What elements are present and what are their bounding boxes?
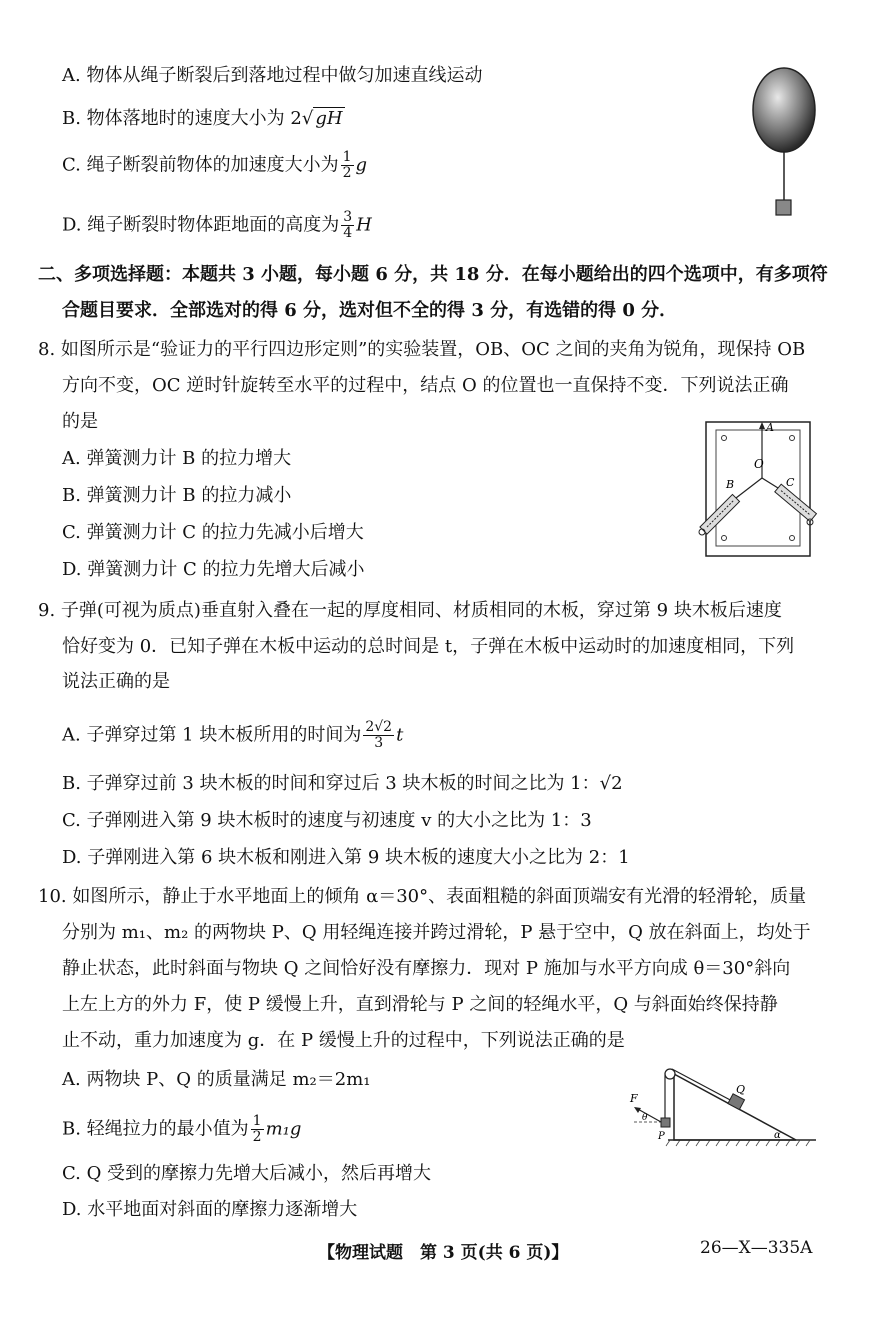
q10-option-b-unit: m₁g bbox=[265, 1118, 302, 1140]
q7-option-c bbox=[62, 150, 367, 181]
fraction-denominator: 3 bbox=[374, 735, 384, 751]
q9-option-c: C. 子弹刚进入第 9 块木板时的速度与初速度 v 的大小之比为 1：3 bbox=[62, 810, 592, 831]
q7-option-d-text: D. 绳子断裂时物体距地面的高度为 bbox=[62, 214, 340, 236]
fraction-numerator: 2√2 bbox=[365, 719, 393, 735]
pulley bbox=[665, 1069, 675, 1079]
label-f: F bbox=[630, 1092, 638, 1105]
block-p bbox=[661, 1118, 670, 1127]
label-q: Q bbox=[736, 1083, 746, 1096]
label-theta: θ bbox=[642, 1113, 648, 1123]
hanging-block bbox=[776, 200, 791, 215]
q7-option-c-text: C. 绳子断裂前物体的加速度大小为 bbox=[62, 154, 339, 176]
footer-paper-code: 26—X—335A bbox=[700, 1238, 813, 1258]
q9-option-a-unit: t bbox=[396, 724, 404, 746]
fraction-denominator: 2 bbox=[252, 1129, 262, 1145]
q9-option-d: D. 子弹刚进入第 6 块木板和刚进入第 9 块木板的速度大小之比为 2：1 bbox=[62, 847, 630, 868]
q8-stem-3: 的是 bbox=[62, 411, 98, 432]
q8-force-table-figure bbox=[696, 420, 818, 560]
label-alpha: α bbox=[774, 1130, 781, 1141]
q10-stem-2: 分别为 m₁、m₂ 的两物块 P、Q 用轻绳连接并跨过滑轮，P 悬于空中，Q 放在斜面上，均处于 bbox=[62, 922, 811, 943]
q10-incline-pulley-figure bbox=[628, 1060, 818, 1150]
fraction-numerator: 1 bbox=[342, 149, 352, 165]
q8-option-c: C. 弹簧测力计 C 的拉力先减小后增大 bbox=[62, 522, 364, 543]
q7-option-a: A. 物体从绳子断裂后到落地过程中做匀加速直线运动 bbox=[62, 65, 483, 86]
fraction-denominator: 2 bbox=[342, 165, 352, 181]
q8-option-b: B. 弹簧测力计 B 的拉力减小 bbox=[62, 485, 292, 506]
q7-option-c-unit: g bbox=[355, 154, 368, 176]
fraction-denominator: 4 bbox=[343, 225, 353, 241]
q10-option-b-fraction bbox=[251, 1114, 264, 1145]
section2-line2: 合题目要求．全部选对的得 6 分，选对但不全的得 3 分，有选错的得 0 分． bbox=[62, 300, 678, 321]
q10-option-d: D. 水平地面对斜面的摩擦力逐渐增大 bbox=[62, 1199, 358, 1220]
q7-option-b-text: B. 物体落地时的速度大小为 2 bbox=[62, 108, 302, 129]
q7-option-d bbox=[62, 210, 372, 241]
label-a: A bbox=[766, 421, 774, 434]
q8-stem-2: 方向不变，OC 逆时针旋转至水平的过程中，结点 O 的位置也一直保持不变．下列说法正确 bbox=[62, 375, 789, 396]
q9-stem-2: 恰好变为 0．已知子弹在木板中运动的总时间是 t，子弹在木板中运动时的加速度相同，下列 bbox=[62, 636, 795, 657]
label-p: P bbox=[658, 1131, 665, 1142]
footer-page-info: 【物理试题 第 3 页(共 6 页)】 bbox=[318, 1243, 569, 1263]
q8-option-d: D. 弹簧测力计 C 的拉力先增大后减小 bbox=[62, 559, 365, 580]
q7-option-b-root: gH bbox=[315, 108, 343, 129]
fraction-numerator: 1 bbox=[252, 1113, 262, 1129]
label-c: C bbox=[786, 476, 795, 489]
q10-option-c: C. Q 受到的摩擦力先增大后减小，然后再增大 bbox=[62, 1163, 432, 1184]
q7-option-d-fraction bbox=[341, 210, 354, 241]
q9-stem-1: 9. 子弹(可视为质点)垂直射入叠在一起的厚度相同、材质相同的木板，穿过第 9 块木板后速度 bbox=[38, 600, 782, 621]
q9-option-a-fraction bbox=[363, 720, 394, 751]
q10-stem-4: 上左上方的外力 F，使 P 缓慢上升，直到滑轮与 P 之间的轻绳水平，Q 与斜面始终保持静 bbox=[62, 994, 778, 1015]
q10-stem-1: 10. 如图所示，静止于水平地面上的倾角 α＝30°、表面粗糙的斜面顶端安有光滑的轻滑轮，质量 bbox=[38, 886, 807, 907]
q9-option-b: B. 子弹穿过前 3 块木板的时间和穿过后 3 块木板的时间之比为 1：√2 bbox=[62, 773, 623, 794]
q10-stem-3: 静止状态，此时斜面与物块 Q 之间恰好没有摩擦力．现对 P 施加与水平方向成 θ＝30°斜向 bbox=[62, 958, 791, 979]
q9-option-a bbox=[62, 720, 403, 751]
q10-stem-5: 止不动，重力加速度为 g．在 P 缓慢上升的过程中，下列说法正确的是 bbox=[62, 1030, 625, 1051]
label-b: B bbox=[726, 478, 735, 491]
label-o: O bbox=[754, 457, 764, 471]
q8-stem-1: 8. 如图所示是“验证力的平行四边形定则”的实验装置，OB、OC 之间的夹角为锐角，现保持 OB bbox=[38, 339, 806, 360]
q7-option-d-unit: H bbox=[356, 214, 372, 236]
section2-line1: 二、多项选择题：本题共 3 小题，每小题 6 分，共 18 分．在每小题给出的四个选项中，有多项符 bbox=[38, 264, 828, 285]
q10-option-a: A. 两物块 P、Q 的质量满足 m₂＝2m₁ bbox=[62, 1069, 371, 1090]
q9-stem-3: 说法正确的是 bbox=[62, 671, 170, 692]
q7-option-b: B. 物体落地时的速度大小为 2√ gH bbox=[62, 108, 343, 129]
fraction-numerator: 3 bbox=[343, 209, 353, 225]
balloon-figure bbox=[740, 60, 830, 230]
q7-option-c-fraction bbox=[341, 150, 354, 181]
q9-option-a-text: A. 子弹穿过第 1 块木板所用的时间为 bbox=[62, 724, 362, 746]
q10-option-b-text: B. 轻绳拉力的最小值为 bbox=[62, 1118, 249, 1140]
q10-option-b bbox=[62, 1114, 301, 1145]
block-q bbox=[728, 1094, 745, 1110]
balloon-shape bbox=[753, 68, 815, 152]
q8-option-a: A. 弹簧测力计 B 的拉力增大 bbox=[62, 448, 292, 469]
